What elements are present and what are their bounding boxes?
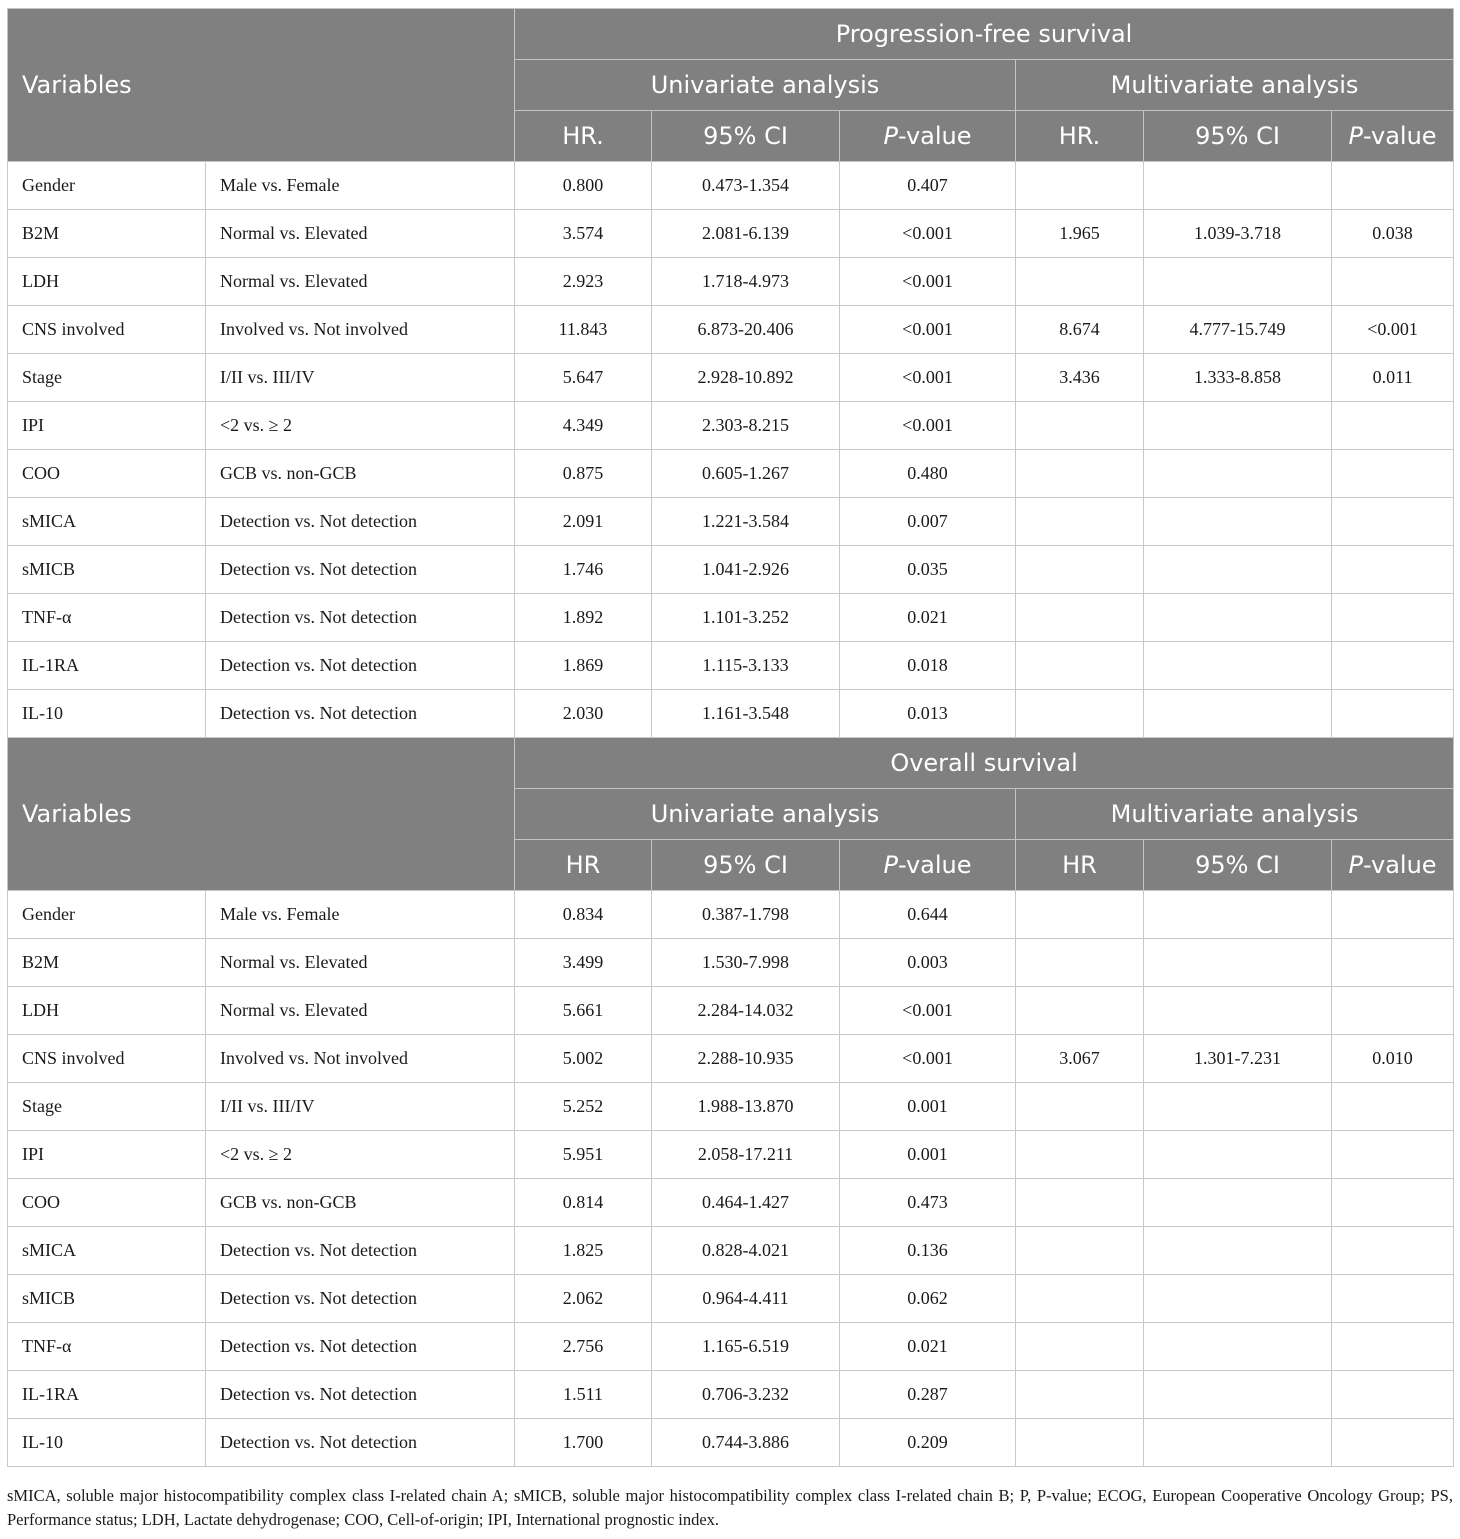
table-row [8, 939, 1454, 987]
cell-variable: Stage [8, 354, 206, 402]
table-row [8, 354, 1454, 402]
cell-multi-hr: 8.674 [1016, 306, 1144, 354]
p-suffix: -value [897, 122, 972, 150]
cell-uni-hr: 11.843 [515, 306, 652, 354]
cell-multi-ci: 1.301-7.231 [1144, 1035, 1332, 1083]
cell-uni-ci: 0.744-3.886 [652, 1419, 840, 1467]
table-row [8, 1035, 1454, 1083]
cell-comparison: <2 vs. ≥ 2 [206, 1131, 515, 1179]
cell-uni-ci: 1.988-13.870 [652, 1083, 840, 1131]
cell-comparison: Normal vs. Elevated [206, 258, 515, 306]
cell-uni-ci: 2.928-10.892 [652, 354, 840, 402]
cell-variable: TNF-α [8, 594, 206, 642]
univariate-header: Univariate analysis [515, 60, 1016, 111]
cell-uni-hr: 3.499 [515, 939, 652, 987]
cell-comparison: Detection vs. Not detection [206, 690, 515, 738]
table-footnote: sMICA, soluble major histocompatibility complex class I-related chain A; sMICB, soluble major histocompatibility complex class I-related chain B; P, P-value; ECOG, European Cooperative Oncology Group; PS, Performance status; LDH, Lactate dehydrogenase; COO, Cell-of-origin; IPI, International prognostic index. [7, 1486, 1453, 1529]
cell-uni-ci: 0.387-1.798 [652, 891, 840, 939]
cell-uni-p: 0.287 [840, 1371, 1016, 1419]
cell-multi-hr [1016, 1083, 1144, 1131]
table-row [8, 642, 1454, 690]
cell-uni-ci: 0.473-1.354 [652, 162, 840, 210]
p-value-column-header [840, 111, 1016, 162]
cell-multi-p [1332, 1419, 1454, 1467]
p-letter: P [883, 851, 898, 879]
cell-uni-p: <0.001 [840, 402, 1016, 450]
cell-uni-p: 0.013 [840, 690, 1016, 738]
cell-multi-ci: 1.039-3.718 [1144, 210, 1332, 258]
cell-comparison: Male vs. Female [206, 891, 515, 939]
cell-multi-ci [1144, 891, 1332, 939]
survival-analysis-table [7, 8, 1454, 1467]
cell-comparison: Normal vs. Elevated [206, 210, 515, 258]
cell-variable: sMICA [8, 1227, 206, 1275]
cell-multi-hr [1016, 546, 1144, 594]
cell-variable: IPI [8, 1131, 206, 1179]
cell-uni-hr: 1.746 [515, 546, 652, 594]
cell-uni-p: <0.001 [840, 306, 1016, 354]
cell-multi-hr [1016, 690, 1144, 738]
cell-multi-p [1332, 939, 1454, 987]
cell-multi-ci [1144, 1419, 1332, 1467]
cell-variable: sMICA [8, 498, 206, 546]
cell-variable: COO [8, 1179, 206, 1227]
cell-multi-hr [1016, 162, 1144, 210]
cell-variable: TNF-α [8, 1323, 206, 1371]
cell-multi-hr [1016, 987, 1144, 1035]
cell-multi-ci [1144, 450, 1332, 498]
cell-uni-ci: 2.058-17.211 [652, 1131, 840, 1179]
cell-multi-ci [1144, 1323, 1332, 1371]
cell-uni-hr: 5.002 [515, 1035, 652, 1083]
cell-uni-hr: 5.647 [515, 354, 652, 402]
cell-comparison: Detection vs. Not detection [206, 594, 515, 642]
cell-comparison: Detection vs. Not detection [206, 1275, 515, 1323]
cell-uni-p: 0.007 [840, 498, 1016, 546]
table-row [8, 690, 1454, 738]
cell-multi-p [1332, 546, 1454, 594]
cell-uni-ci: 1.530-7.998 [652, 939, 840, 987]
cell-variable: IL-1RA [8, 1371, 206, 1419]
cell-uni-p: <0.001 [840, 1035, 1016, 1083]
cell-uni-p: 0.001 [840, 1131, 1016, 1179]
table-row [8, 1323, 1454, 1371]
cell-comparison: I/II vs. III/IV [206, 1083, 515, 1131]
p-letter: P [1348, 122, 1363, 150]
table-body [8, 9, 1454, 1467]
cell-multi-ci [1144, 939, 1332, 987]
table-row [8, 891, 1454, 939]
table-row [8, 1371, 1454, 1419]
cell-uni-ci: 2.303-8.215 [652, 402, 840, 450]
table-row [8, 1419, 1454, 1467]
cell-uni-ci: 2.288-10.935 [652, 1035, 840, 1083]
cell-uni-p: 0.035 [840, 546, 1016, 594]
cell-multi-hr [1016, 498, 1144, 546]
cell-multi-ci [1144, 1371, 1332, 1419]
cell-uni-ci: 0.706-3.232 [652, 1371, 840, 1419]
table-row [8, 987, 1454, 1035]
cell-uni-hr: 4.349 [515, 402, 652, 450]
multivariate-header: Multivariate analysis [1016, 60, 1454, 111]
cell-multi-hr [1016, 450, 1144, 498]
cell-uni-hr: 5.951 [515, 1131, 652, 1179]
p-letter: P [883, 122, 898, 150]
cell-variable: IL-10 [8, 690, 206, 738]
cell-multi-p [1332, 1083, 1454, 1131]
cell-uni-p: 0.209 [840, 1419, 1016, 1467]
cell-comparison: Detection vs. Not detection [206, 546, 515, 594]
cell-uni-ci: 0.964-4.411 [652, 1275, 840, 1323]
cell-uni-ci: 0.605-1.267 [652, 450, 840, 498]
cell-uni-hr: 0.834 [515, 891, 652, 939]
cell-multi-hr: 1.965 [1016, 210, 1144, 258]
cell-uni-hr: 2.756 [515, 1323, 652, 1371]
cell-uni-hr: 0.875 [515, 450, 652, 498]
cell-comparison: Detection vs. Not detection [206, 1419, 515, 1467]
cell-multi-hr [1016, 1275, 1144, 1323]
cell-multi-hr [1016, 258, 1144, 306]
hr-column-header: HR. [515, 111, 652, 162]
cell-variable: LDH [8, 987, 206, 1035]
cell-multi-p: <0.001 [1332, 306, 1454, 354]
cell-multi-p [1332, 1371, 1454, 1419]
cell-multi-ci: 4.777-15.749 [1144, 306, 1332, 354]
cell-variable: B2M [8, 210, 206, 258]
cell-uni-ci: 6.873-20.406 [652, 306, 840, 354]
cell-uni-p: 0.021 [840, 594, 1016, 642]
cell-multi-p [1332, 987, 1454, 1035]
cell-multi-hr [1016, 594, 1144, 642]
table-row [8, 546, 1454, 594]
cell-multi-p [1332, 642, 1454, 690]
cell-multi-p: 0.011 [1332, 354, 1454, 402]
cell-uni-hr: 5.252 [515, 1083, 652, 1131]
cell-uni-hr: 2.062 [515, 1275, 652, 1323]
table-row [8, 594, 1454, 642]
cell-uni-ci: 1.221-3.584 [652, 498, 840, 546]
p-value-column-header [840, 840, 1016, 891]
cell-multi-hr: 3.436 [1016, 354, 1144, 402]
ci-column-header: 95% CI [1144, 111, 1332, 162]
cell-multi-ci: 1.333-8.858 [1144, 354, 1332, 402]
cell-multi-p [1332, 1131, 1454, 1179]
p-value-column-header [1332, 840, 1454, 891]
cell-comparison: Involved vs. Not involved [206, 1035, 515, 1083]
multivariate-header: Multivariate analysis [1016, 789, 1454, 840]
cell-multi-p: 0.010 [1332, 1035, 1454, 1083]
cell-multi-hr [1016, 1419, 1144, 1467]
cell-variable: IL-10 [8, 1419, 206, 1467]
cell-uni-ci: 1.101-3.252 [652, 594, 840, 642]
cell-multi-p [1332, 1227, 1454, 1275]
cell-multi-ci [1144, 1131, 1332, 1179]
cell-uni-ci: 2.284-14.032 [652, 987, 840, 1035]
cell-multi-ci [1144, 258, 1332, 306]
cell-uni-ci: 1.041-2.926 [652, 546, 840, 594]
section-title: Overall survival [515, 738, 1454, 789]
table-row [8, 210, 1454, 258]
cell-multi-p [1332, 1179, 1454, 1227]
p-value-column-header [1332, 111, 1454, 162]
p-suffix: -value [897, 851, 972, 879]
table-row [8, 306, 1454, 354]
cell-multi-ci [1144, 162, 1332, 210]
cell-multi-hr [1016, 891, 1144, 939]
cell-variable: Gender [8, 162, 206, 210]
cell-multi-ci [1144, 498, 1332, 546]
cell-multi-ci [1144, 1227, 1332, 1275]
cell-variable: sMICB [8, 1275, 206, 1323]
cell-uni-p: <0.001 [840, 354, 1016, 402]
cell-uni-hr: 5.661 [515, 987, 652, 1035]
cell-comparison: GCB vs. non-GCB [206, 450, 515, 498]
cell-variable: IPI [8, 402, 206, 450]
cell-uni-hr: 1.825 [515, 1227, 652, 1275]
cell-uni-hr: 1.869 [515, 642, 652, 690]
table-row [8, 402, 1454, 450]
table-row [8, 162, 1454, 210]
table-row [8, 1131, 1454, 1179]
cell-multi-ci [1144, 642, 1332, 690]
cell-uni-hr: 1.892 [515, 594, 652, 642]
table-row [8, 498, 1454, 546]
hr-column-header: HR [515, 840, 652, 891]
cell-uni-p: 0.003 [840, 939, 1016, 987]
cell-multi-ci [1144, 1083, 1332, 1131]
cell-uni-p: <0.001 [840, 210, 1016, 258]
cell-multi-p [1332, 402, 1454, 450]
cell-multi-ci [1144, 987, 1332, 1035]
results-table-container [7, 8, 1453, 1467]
table-row [8, 1227, 1454, 1275]
cell-uni-p: 0.018 [840, 642, 1016, 690]
cell-uni-ci: 1.718-4.973 [652, 258, 840, 306]
ci-column-header: 95% CI [652, 111, 840, 162]
cell-uni-ci: 1.161-3.548 [652, 690, 840, 738]
cell-multi-p [1332, 690, 1454, 738]
cell-variable: CNS involved [8, 306, 206, 354]
cell-variable: COO [8, 450, 206, 498]
cell-variable: IL-1RA [8, 642, 206, 690]
hr-column-header: HR [1016, 840, 1144, 891]
cell-variable: LDH [8, 258, 206, 306]
ci-column-header: 95% CI [1144, 840, 1332, 891]
hr-column-header: HR. [1016, 111, 1144, 162]
cell-multi-ci [1144, 1179, 1332, 1227]
cell-uni-p: 0.021 [840, 1323, 1016, 1371]
cell-uni-p: 0.473 [840, 1179, 1016, 1227]
cell-uni-p: <0.001 [840, 258, 1016, 306]
cell-uni-hr: 3.574 [515, 210, 652, 258]
cell-uni-ci: 1.165-6.519 [652, 1323, 840, 1371]
cell-comparison: GCB vs. non-GCB [206, 1179, 515, 1227]
cell-multi-hr [1016, 1323, 1144, 1371]
cell-uni-ci: 1.115-3.133 [652, 642, 840, 690]
p-letter: P [1348, 851, 1363, 879]
cell-multi-p [1332, 1275, 1454, 1323]
cell-multi-ci [1144, 402, 1332, 450]
cell-variable: Gender [8, 891, 206, 939]
cell-variable: CNS involved [8, 1035, 206, 1083]
cell-uni-hr: 1.700 [515, 1419, 652, 1467]
table-row [8, 1083, 1454, 1131]
table-row [8, 450, 1454, 498]
p-suffix: -value [1362, 122, 1437, 150]
cell-uni-p: 0.001 [840, 1083, 1016, 1131]
cell-comparison: Involved vs. Not involved [206, 306, 515, 354]
cell-multi-hr [1016, 1371, 1144, 1419]
cell-multi-hr [1016, 642, 1144, 690]
cell-uni-ci: 0.464-1.427 [652, 1179, 840, 1227]
cell-multi-ci [1144, 1275, 1332, 1323]
p-suffix: -value [1362, 851, 1437, 879]
cell-comparison: Detection vs. Not detection [206, 642, 515, 690]
cell-multi-hr [1016, 1227, 1144, 1275]
table-row [8, 1179, 1454, 1227]
cell-comparison: Normal vs. Elevated [206, 987, 515, 1035]
cell-uni-p: 0.644 [840, 891, 1016, 939]
cell-multi-ci [1144, 690, 1332, 738]
cell-uni-ci: 0.828-4.021 [652, 1227, 840, 1275]
cell-uni-hr: 0.814 [515, 1179, 652, 1227]
cell-comparison: Detection vs. Not detection [206, 1371, 515, 1419]
section-header-row [8, 738, 1454, 789]
cell-comparison: Normal vs. Elevated [206, 939, 515, 987]
cell-comparison: Male vs. Female [206, 162, 515, 210]
cell-comparison: I/II vs. III/IV [206, 354, 515, 402]
cell-multi-p [1332, 162, 1454, 210]
cell-uni-hr: 2.030 [515, 690, 652, 738]
cell-uni-p: 0.407 [840, 162, 1016, 210]
section-header-row [8, 9, 1454, 60]
cell-comparison: Detection vs. Not detection [206, 1323, 515, 1371]
cell-comparison: Detection vs. Not detection [206, 1227, 515, 1275]
cell-uni-p: 0.136 [840, 1227, 1016, 1275]
cell-multi-p [1332, 1323, 1454, 1371]
cell-uni-hr: 2.091 [515, 498, 652, 546]
table-row [8, 258, 1454, 306]
variables-header: Variables [8, 738, 515, 891]
cell-uni-ci: 2.081-6.139 [652, 210, 840, 258]
section-title: Progression-free survival [515, 9, 1454, 60]
cell-multi-hr [1016, 402, 1144, 450]
cell-uni-hr: 2.923 [515, 258, 652, 306]
cell-multi-p [1332, 258, 1454, 306]
cell-comparison: <2 vs. ≥ 2 [206, 402, 515, 450]
cell-uni-hr: 1.511 [515, 1371, 652, 1419]
cell-multi-p [1332, 450, 1454, 498]
cell-multi-p [1332, 498, 1454, 546]
ci-column-header: 95% CI [652, 840, 840, 891]
cell-comparison: Detection vs. Not detection [206, 498, 515, 546]
cell-multi-p: 0.038 [1332, 210, 1454, 258]
cell-uni-p: <0.001 [840, 987, 1016, 1035]
cell-variable: sMICB [8, 546, 206, 594]
variables-header: Variables [8, 9, 515, 162]
cell-multi-p [1332, 891, 1454, 939]
table-row [8, 1275, 1454, 1323]
cell-multi-hr: 3.067 [1016, 1035, 1144, 1083]
cell-multi-hr [1016, 939, 1144, 987]
cell-uni-p: 0.480 [840, 450, 1016, 498]
univariate-header: Univariate analysis [515, 789, 1016, 840]
cell-variable: Stage [8, 1083, 206, 1131]
cell-multi-p [1332, 594, 1454, 642]
cell-variable: B2M [8, 939, 206, 987]
cell-multi-ci [1144, 546, 1332, 594]
cell-multi-hr [1016, 1179, 1144, 1227]
cell-uni-p: 0.062 [840, 1275, 1016, 1323]
cell-multi-ci [1144, 594, 1332, 642]
cell-uni-hr: 0.800 [515, 162, 652, 210]
cell-multi-hr [1016, 1131, 1144, 1179]
